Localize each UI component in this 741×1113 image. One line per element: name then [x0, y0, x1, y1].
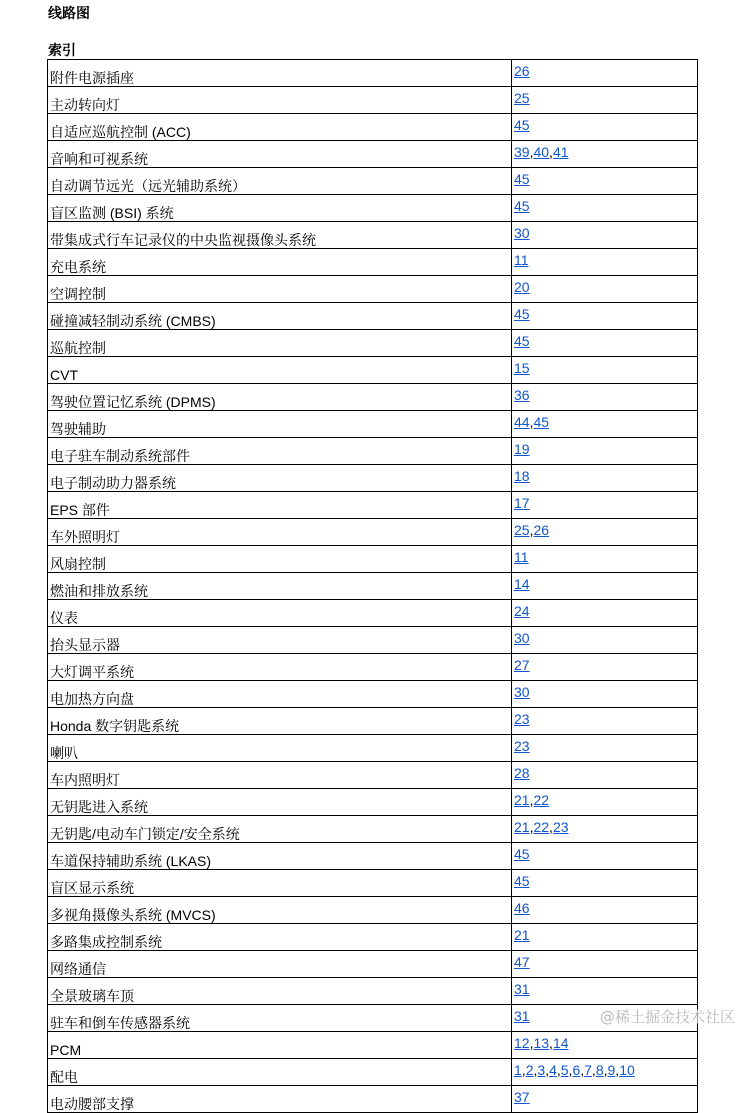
page-links-cell — [512, 384, 698, 411]
page-link[interactable]: 15 — [514, 360, 530, 376]
page-link[interactable]: 11 — [514, 549, 529, 565]
page-links-cell — [512, 168, 698, 195]
table-row — [48, 87, 698, 114]
page-links-cell — [512, 762, 698, 789]
topic-name: CVT — [48, 357, 512, 384]
topic-name: 碰撞减轻制动系统 (CMBS) — [48, 303, 512, 330]
table-row — [48, 222, 698, 249]
page-link[interactable]: 45 — [514, 198, 530, 214]
topic-name: 大灯调平系统 — [48, 654, 512, 681]
topic-name: 网络通信 — [48, 951, 512, 978]
separator: , — [549, 819, 553, 835]
topic-name: 巡航控制 — [48, 330, 512, 357]
table-row — [48, 897, 698, 924]
watermark: @稀土掘金技术社区 — [599, 1008, 735, 1026]
topic-name: 盲区监测 (BSI) 系统 — [48, 195, 512, 222]
topic-name: 盲区显示系统 — [48, 870, 512, 897]
separator: , — [529, 522, 534, 538]
table-row — [48, 654, 698, 681]
page-link[interactable]: 14 — [552, 1035, 569, 1051]
page-links-cell — [512, 816, 698, 843]
page-link[interactable]: 1 — [514, 1062, 522, 1078]
topic-name: 燃油和排放系统 — [48, 573, 512, 600]
table-row — [48, 141, 698, 168]
page-link[interactable]: 24 — [514, 603, 530, 619]
table-row — [48, 1059, 698, 1086]
page-links-cell — [512, 843, 698, 870]
separator: , — [529, 1035, 534, 1051]
topic-name: 驻车和倒车传感器系统 — [48, 1005, 512, 1032]
topic-name: 主动转向灯 — [48, 87, 512, 114]
separator: , — [545, 1062, 550, 1078]
table-row — [48, 168, 698, 195]
topic-name: 车内照明灯 — [48, 762, 512, 789]
separator: , — [529, 792, 534, 808]
topic-name: 抬头显示器 — [48, 627, 512, 654]
table-row — [48, 978, 698, 1005]
page-links-cell — [512, 546, 698, 573]
table-row — [48, 600, 698, 627]
topic-name: Honda 数字钥匙系统 — [48, 708, 512, 735]
page-link[interactable]: 47 — [514, 954, 530, 970]
page-link[interactable]: 31 — [514, 981, 530, 997]
page-link[interactable]: 45 — [514, 171, 530, 187]
topic-name: 驾驶位置记忆系统 (DPMS) — [48, 384, 512, 411]
separator: , — [529, 144, 534, 160]
table-row — [48, 681, 698, 708]
page-links-cell — [512, 573, 698, 600]
page-link[interactable]: 4 — [549, 1062, 557, 1078]
topic-name: 自动调节远光（远光辅助系统） — [48, 168, 512, 195]
page-link[interactable]: 27 — [514, 657, 530, 673]
table-row — [48, 789, 698, 816]
table-row — [48, 870, 698, 897]
table-row — [48, 573, 698, 600]
page-links-cell — [512, 627, 698, 654]
separator: , — [568, 1062, 573, 1078]
page-links-cell — [512, 1059, 698, 1086]
table-row — [48, 1032, 698, 1059]
topic-name: 附件电源插座 — [48, 60, 512, 87]
table-row — [48, 1086, 698, 1113]
page-link[interactable]: 40 — [533, 144, 550, 160]
page-links-cell — [512, 276, 698, 303]
page-links-cell — [512, 1086, 698, 1113]
page-link[interactable]: 30 — [514, 225, 530, 241]
topic-name: 驾驶辅助 — [48, 411, 512, 438]
table-row — [48, 816, 698, 843]
topic-name: 全景玻璃车顶 — [48, 978, 512, 1005]
table-row — [48, 60, 698, 87]
topic-name: 车道保持辅助系统 (LKAS) — [48, 843, 512, 870]
page-link[interactable]: 17 — [514, 495, 530, 511]
table-row — [48, 546, 698, 573]
page-links-cell — [512, 708, 698, 735]
page-link[interactable]: 23 — [514, 738, 530, 754]
page-link[interactable]: 45 — [533, 414, 550, 430]
page-links-cell — [512, 735, 698, 762]
section-title: 索引 — [48, 42, 76, 58]
page-links-cell — [512, 681, 698, 708]
page-link[interactable]: 8 — [595, 1062, 604, 1078]
page-link[interactable]: 12 — [514, 1035, 530, 1051]
table-row — [48, 384, 698, 411]
page-links-cell — [512, 330, 698, 357]
table-row — [48, 411, 698, 438]
table-row — [48, 492, 698, 519]
page-link[interactable]: 3 — [537, 1062, 546, 1078]
table-row — [48, 762, 698, 789]
separator: , — [521, 1062, 526, 1078]
topic-name: 无钥匙/电动车门锁定/安全系统 — [48, 816, 512, 843]
page-links-cell — [512, 924, 698, 951]
page-link[interactable]: 9 — [607, 1062, 616, 1078]
page-link[interactable]: 10 — [619, 1062, 635, 1078]
page-links-cell — [512, 870, 698, 897]
topic-name: 电子驻车制动系统部件 — [48, 438, 512, 465]
separator: , — [529, 414, 534, 430]
page-links-cell — [512, 195, 698, 222]
separator: , — [549, 1035, 553, 1051]
separator: , — [580, 1062, 585, 1078]
topic-name: 电加热方向盘 — [48, 681, 512, 708]
topic-name: EPS 部件 — [48, 492, 512, 519]
page-link[interactable]: 44 — [514, 414, 530, 430]
topic-name: 风扇控制 — [48, 546, 512, 573]
page-link[interactable]: 36 — [514, 387, 530, 403]
topic-name: 喇叭 — [48, 735, 512, 762]
page-link[interactable]: 46 — [514, 900, 530, 916]
page-link[interactable]: 13 — [533, 1035, 550, 1051]
table-row — [48, 438, 698, 465]
separator: , — [556, 1062, 561, 1078]
page-link[interactable]: 11 — [514, 252, 529, 268]
table-row — [48, 303, 698, 330]
topic-name: 充电系统 — [48, 249, 512, 276]
page-links-cell — [512, 897, 698, 924]
topic-name: 车外照明灯 — [48, 519, 512, 546]
topic-name: 电子制动助力器系统 — [48, 465, 512, 492]
page-links-cell — [512, 492, 698, 519]
page-links-cell — [512, 465, 698, 492]
index-table-body — [48, 60, 698, 1113]
page-links-cell — [512, 438, 698, 465]
page-links-cell — [512, 303, 698, 330]
page-link[interactable]: 21 — [514, 819, 530, 835]
page-link[interactable]: 45 — [514, 333, 530, 349]
separator: , — [533, 1062, 538, 1078]
topic-name: 自适应巡航控制 (ACC) — [48, 114, 512, 141]
page-link[interactable]: 37 — [514, 1089, 530, 1105]
page-links-cell — [512, 951, 698, 978]
page-link[interactable]: 25 — [514, 90, 530, 106]
page-links-cell — [512, 654, 698, 681]
topic-name: 音响和可视系统 — [48, 141, 512, 168]
table-row — [48, 357, 698, 384]
table-row — [48, 735, 698, 762]
table-row — [48, 465, 698, 492]
topic-name: 多视角摄像头系统 (MVCS) — [48, 897, 512, 924]
topic-name: 配电 — [48, 1059, 512, 1086]
index-table — [47, 59, 698, 1113]
separator: , — [615, 1062, 620, 1078]
table-row — [48, 843, 698, 870]
page-link[interactable]: 6 — [572, 1062, 581, 1078]
page-links-cell — [512, 114, 698, 141]
page-link[interactable]: 26 — [533, 522, 550, 538]
page-link[interactable]: 45 — [514, 306, 530, 322]
page-link[interactable]: 19 — [514, 441, 530, 457]
page-link[interactable]: 21 — [514, 927, 530, 943]
page-links-cell — [512, 519, 698, 546]
page-link[interactable]: 31 — [514, 1008, 530, 1024]
topic-name: PCM — [48, 1032, 512, 1059]
separator: , — [591, 1062, 596, 1078]
page-links-cell — [512, 222, 698, 249]
page-link[interactable]: 41 — [552, 144, 569, 160]
page-link[interactable]: 22 — [533, 792, 550, 808]
page-links-cell — [512, 411, 698, 438]
table-row — [48, 708, 698, 735]
topic-name: 带集成式行车记录仪的中央监视摄像头系统 — [48, 222, 512, 249]
page-links-cell — [512, 141, 698, 168]
page-link[interactable]: 22 — [533, 819, 550, 835]
page-link[interactable]: 45 — [514, 846, 530, 862]
topic-name: 多路集成控制系统 — [48, 924, 512, 951]
page-link[interactable]: 45 — [514, 873, 530, 889]
page-links-cell — [512, 600, 698, 627]
page-link[interactable]: 26 — [514, 63, 530, 79]
page-link[interactable]: 39 — [514, 144, 530, 160]
topic-name: 无钥匙进入系统 — [48, 789, 512, 816]
table-row — [48, 924, 698, 951]
page-links-cell — [512, 1032, 698, 1059]
page-link[interactable]: 28 — [514, 765, 530, 781]
separator: , — [529, 819, 534, 835]
topic-name: 空调控制 — [48, 276, 512, 303]
table-row — [48, 951, 698, 978]
page-links-cell — [512, 87, 698, 114]
page-links-cell — [512, 249, 698, 276]
page-links-cell — [512, 789, 698, 816]
table-row — [48, 249, 698, 276]
page-link[interactable]: 23 — [514, 711, 530, 727]
page-link[interactable]: 7 — [584, 1062, 592, 1078]
page-link[interactable]: 2 — [525, 1062, 534, 1078]
table-row — [48, 519, 698, 546]
table-row — [48, 114, 698, 141]
page-link[interactable]: 18 — [514, 468, 530, 484]
page-link[interactable]: 25 — [514, 522, 530, 538]
page-link[interactable]: 21 — [514, 792, 530, 808]
separator: , — [603, 1062, 608, 1078]
table-row — [48, 276, 698, 303]
table-row — [48, 195, 698, 222]
page-link[interactable]: 20 — [514, 279, 530, 295]
page-title: 线路图 — [48, 5, 90, 21]
page-links-cell — [512, 978, 698, 1005]
page-link[interactable]: 30 — [514, 630, 530, 646]
table-row — [48, 627, 698, 654]
table-row — [48, 330, 698, 357]
page-link[interactable]: 14 — [514, 576, 530, 592]
page-link[interactable]: 30 — [514, 684, 530, 700]
topic-name: 电动腰部支撑 — [48, 1086, 512, 1113]
page-links-cell — [512, 357, 698, 384]
separator: , — [549, 144, 553, 160]
topic-name: 仪表 — [48, 600, 512, 627]
page-links-cell — [512, 60, 698, 87]
page-link[interactable]: 5 — [560, 1062, 569, 1078]
page-link[interactable]: 45 — [514, 117, 530, 133]
page-link[interactable]: 23 — [552, 819, 569, 835]
